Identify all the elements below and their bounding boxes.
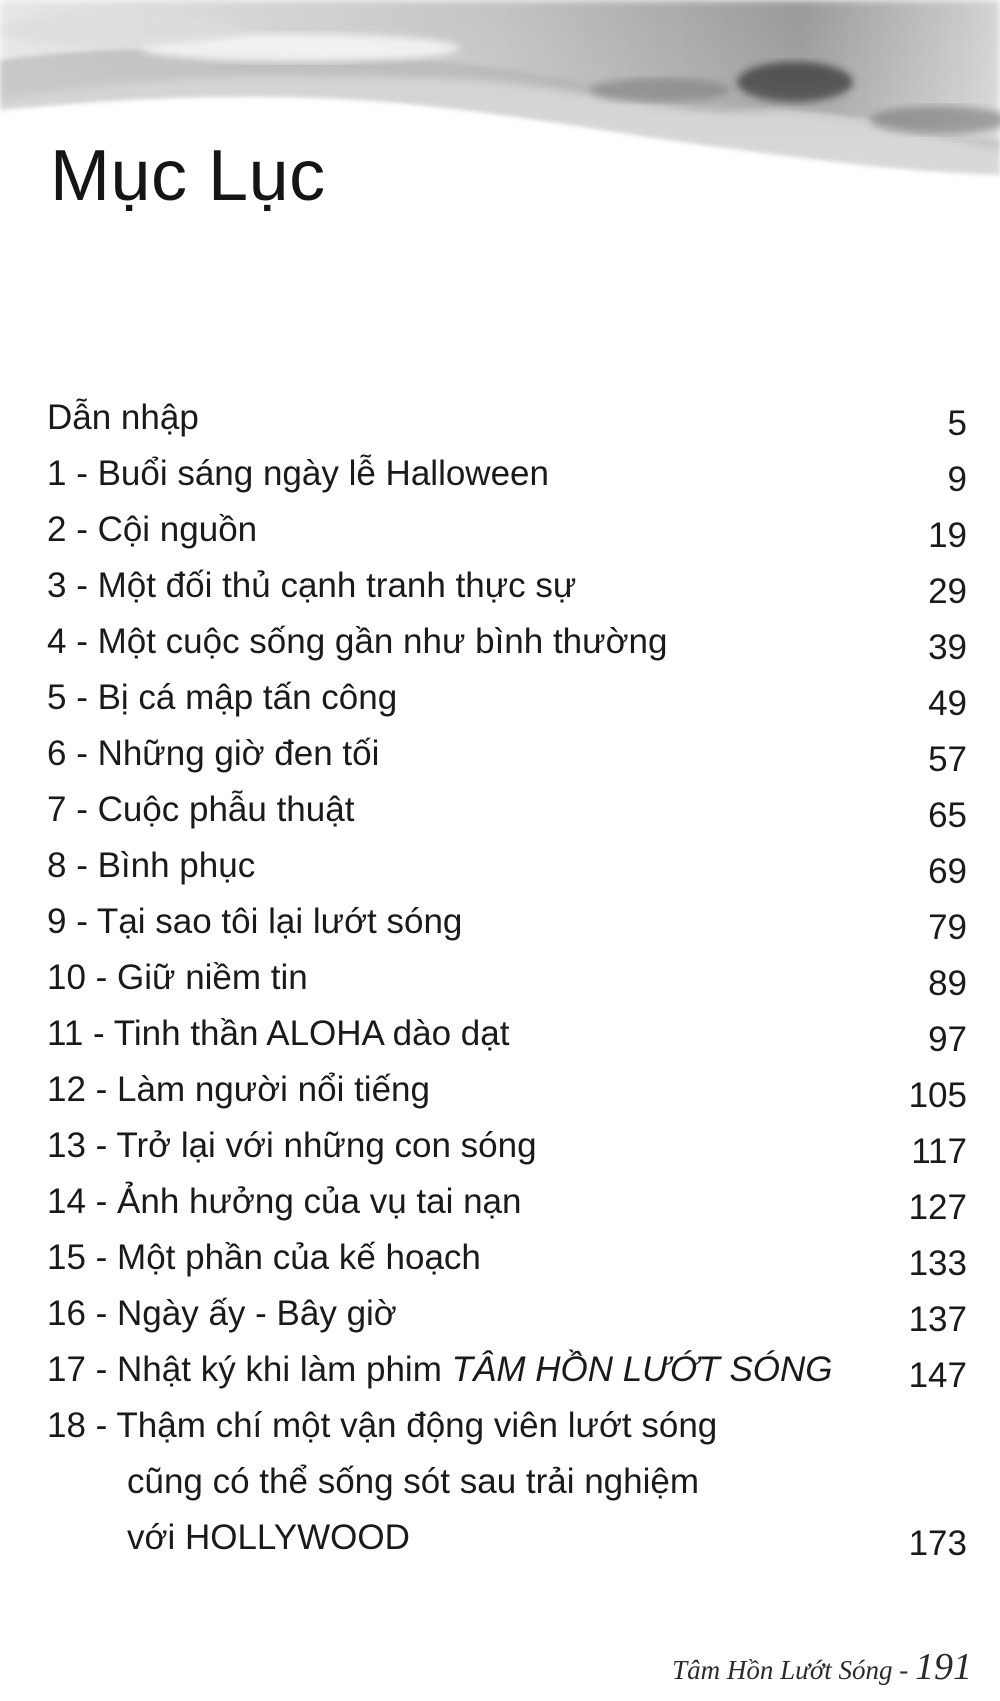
toc-chapter: 16 - Ngày ấy - Bây giờ [47,1294,397,1333]
toc-page-number: 89 [928,964,967,1003]
toc-entry [47,446,967,502]
footer-page-number: 191 [915,1646,972,1688]
toc-entry [47,1230,967,1286]
toc-entry [47,1118,967,1174]
toc-page-number: 117 [911,1132,967,1171]
toc-chapter-line-3: với HOLLYWOOD [127,1518,410,1557]
page-title: Mục Lục [50,136,326,216]
toc-page-number: 133 [908,1244,967,1283]
toc-entry [47,1286,967,1342]
toc-chapter: 12 - Làm người nổi tiếng [47,1070,430,1109]
toc-chapter: Dẫn nhập [47,398,199,437]
toc-chapter: 15 - Một phần của kế hoạch [47,1238,481,1277]
toc-entry [47,502,967,558]
toc-entry [47,894,967,950]
toc-chapter: 2 - Cội nguồn [47,510,258,549]
toc-chapter: 14 - Ảnh hưởng của vụ tai nạn [47,1182,522,1221]
toc-entry [47,782,967,838]
toc-page-number: 105 [908,1076,967,1115]
toc-chapter: 7 - Cuộc phẫu thuật [47,790,355,829]
toc-entry [47,558,967,614]
footer-book-title: Tâm Hồn Lướt Sóng - [672,1655,915,1685]
toc-chapter [47,1342,833,1398]
toc-chapter: 3 - Một đối thủ cạnh tranh thực sự [47,566,577,605]
toc-page-number: 97 [928,1020,967,1059]
toc-chapter-line-2: cũng có thể sống sót sau trải nghiệm [127,1462,700,1501]
toc-entry [47,670,967,726]
toc-page-number: 137 [908,1300,967,1339]
toc-chapter-line-1: 18 - Thậm chí một vận động viên lướt sóng [47,1406,718,1445]
toc-page-number: 49 [928,684,967,723]
toc-list [47,390,967,1342]
toc-entry [47,950,967,1006]
toc-entry [47,614,967,670]
toc-chapter-italic-title: TÂM HỒN LƯỚT SÓNG [451,1350,833,1389]
toc-chapter: 8 - Bình phục [47,846,256,885]
toc-entry [47,1006,967,1062]
toc-entry [47,1062,967,1118]
toc-chapter: 4 - Một cuộc sống gần như bình thường [47,622,668,661]
toc-chapter: 5 - Bị cá mập tấn công [47,678,398,717]
toc-page-number: 69 [928,852,967,891]
toc-entry-17 [47,1342,967,1398]
toc-page-number: 5 [947,404,967,443]
toc-page-number: 57 [928,740,967,779]
toc-chapter-prefix: 17 - Nhật ký khi làm phim [47,1350,452,1389]
toc-page-number: 39 [928,628,967,667]
toc-entry-18 [47,1398,967,1568]
toc-page-number: 79 [928,908,967,947]
toc-chapter: 1 - Buổi sáng ngày lễ Halloween [47,454,549,493]
toc-chapter: 10 - Giữ niềm tin [47,958,308,997]
toc-page-number: 173 [908,1524,967,1563]
toc-chapter: 6 - Những giờ đen tối [47,734,380,773]
toc-chapter: 13 - Trở lại với những con sóng [47,1126,537,1165]
toc-entry [47,390,967,446]
toc-page-number: 127 [908,1188,967,1227]
toc-page-number: 19 [928,516,967,555]
toc-chapter: 9 - Tại sao tôi lại lướt sóng [47,902,463,941]
toc-entry [47,726,967,782]
toc-entry [47,1174,967,1230]
toc-page-number: 147 [908,1356,967,1395]
table-of-contents [47,390,967,1568]
toc-page-number: 65 [928,796,967,835]
page-footer [672,1645,972,1689]
toc-entry [47,838,967,894]
toc-page-number: 9 [947,460,967,499]
toc-chapter: 11 - Tinh thần ALOHA dào dạt [47,1014,510,1053]
toc-page-number: 29 [928,572,967,611]
